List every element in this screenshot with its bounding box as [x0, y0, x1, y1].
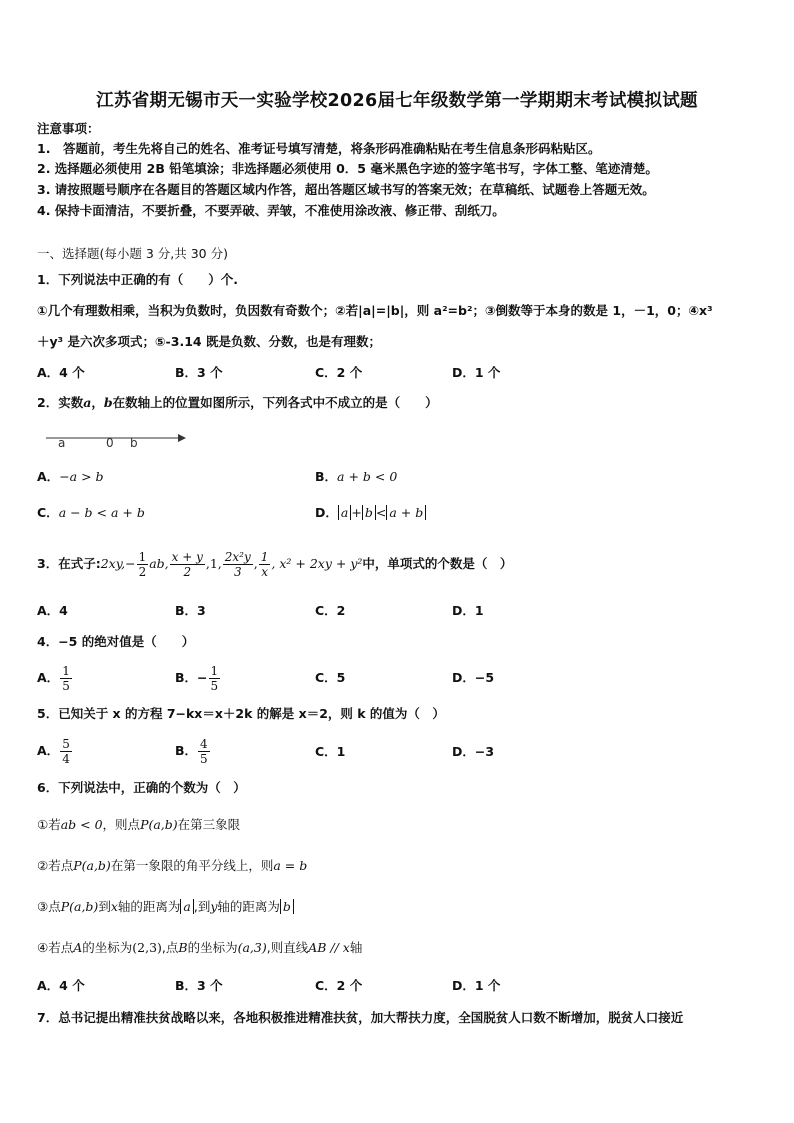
q5-option-b: B． $\frac{4}{5}$ [175, 737, 208, 766]
q6-statement-4: ④若点A的坐标为(2,3),点B的坐标为(a,3),则直线AB // x轴 [37, 940, 363, 955]
section-heading: 一、选择题(每小题 3 分,共 30 分) [37, 246, 228, 261]
q6-statement-2: ②若点P(a,b)在第一象限的角平分线上，则a = b [37, 858, 308, 873]
q3-option-d: D．1 [452, 603, 484, 618]
q3-option-b: B．3 [175, 603, 206, 618]
q7-stem: 7．总书记提出精准扶贫战略以来，各地积极推进精准扶贫，加大帮扶力度，全国脱贫人口数不断增加，脱贫人口接近 [37, 1010, 684, 1025]
number-line-figure [44, 430, 189, 452]
q6-statement-1: ①若ab < 0，则点P(a,b)在第三象限 [37, 817, 241, 832]
q4-stem: 4．−5 的绝对值是（ ） [37, 634, 195, 649]
q3-option-a: A．4 [37, 603, 68, 618]
notice-heading: 注意事项： [37, 121, 100, 136]
q3-option-c: C．2 [315, 603, 346, 618]
q3-fraction-4: $\frac{1}{x}$ [260, 550, 269, 579]
q4-option-b: B．− $\frac{1}{5}$ [175, 664, 219, 693]
q2-stem: 2．实数a，b在数轴上的位置如图所示，下列各式中不成立的是（ ） [37, 395, 438, 410]
q2-option-c: C．a − b < a + b [37, 505, 145, 520]
number-line-arrow [178, 434, 186, 442]
notice-item-1: 1. 答题前，考生先将自己的姓名、准考证号填写清楚，将条形码准确粘贴在考生信息条形码粘贴区。 [37, 141, 601, 156]
notice-item-3: 3. 请按照题号顺序在各题目的答题区域内作答，超出答题区域书写的答案无效；在草稿纸、试题卷上答题无效。 [37, 182, 655, 197]
q1-option-b: B．3 个 [175, 365, 223, 380]
q6-option-d: D．1 个 [452, 978, 501, 993]
q2-option-a: A．−a > b [37, 469, 104, 484]
q1-statements-line2: ＋y³ 是六次多项式；⑤-3.14 既是负数、分数，也是有理数； [37, 334, 381, 349]
q4-option-d: D．−5 [452, 670, 495, 685]
q2-option-d: D． a + b < a + b [315, 503, 426, 523]
number-line-label-b: b [130, 436, 138, 450]
q5-stem: 5．已知关于 x 的方程 7−kx＝x＋2k 的解是 x＝2，则 k 的值为（ ） [37, 706, 445, 721]
q3-fraction-3: $\frac{\text{2x²y}}{3}$ [224, 550, 251, 579]
q4-option-a: A． $\frac{1}{5}$ [37, 664, 70, 693]
q1-option-d: D．1 个 [452, 365, 501, 380]
q2-option-b: B．a + b < 0 [315, 469, 398, 484]
page-title: 江苏省期无锡市天一实验学校2026届七年级数学第一学期期末考试模拟试题 [96, 91, 698, 111]
notice-item-4: 4. 保持卡面清洁，不要折叠，不要弄破、弄皱，不准使用涂改液、修正带、刮纸刀。 [37, 203, 505, 218]
q6-stem: 6．下列说法中，正确的个数为（ ） [37, 780, 246, 795]
q1-option-a: A．4 个 [37, 365, 85, 380]
q6-statement-3: ③点P(a,b)到x轴的距离为 a ,到y轴的距离为 b [37, 897, 294, 917]
q3-stem: 3．在式子:2xy,− $\frac{1}{2}$ ab, $\frac{x + y}{2}$ ,1, $\frac{\text{2x²y}}{3}$ , $\frac{1}{x}$ , x² + 2xy + y²中，单项式的个数是（ ） [37, 550, 513, 579]
q1-stem: 1．下列说法中正确的有（ ）个. [37, 272, 238, 287]
q4-option-c: C．5 [315, 670, 346, 685]
q6-option-b: B．3 个 [175, 978, 223, 993]
q6-option-c: C．2 个 [315, 978, 363, 993]
q5-option-a: A． $\frac{5}{4}$ [37, 737, 70, 766]
q1-statements-line1: ①几个有理数相乘，当积为负数时，负因数有奇数个；②若|a|=|b|，则 a²=b²；③倒数等于本身的数是 1，－1，0；④x³ [37, 303, 713, 318]
q3-fraction-2: $\frac{x + y}{2}$ [171, 550, 203, 579]
q1-option-c: C．2 个 [315, 365, 363, 380]
number-line-label-a: a [58, 436, 66, 450]
number-line-label-0: 0 [106, 436, 114, 450]
q5-option-d: D．−3 [452, 744, 495, 759]
q6-option-a: A．4 个 [37, 978, 85, 993]
q3-fraction-1: $\frac{1}{2}$ [138, 550, 147, 579]
notice-item-2: 2. 选择题必须使用 2B 铅笔填涂；非选择题必须使用 0．5 毫米黑色字迹的签字笔书写，字体工整、笔迹清楚。 [37, 161, 658, 176]
q5-option-c: C．1 [315, 744, 346, 759]
